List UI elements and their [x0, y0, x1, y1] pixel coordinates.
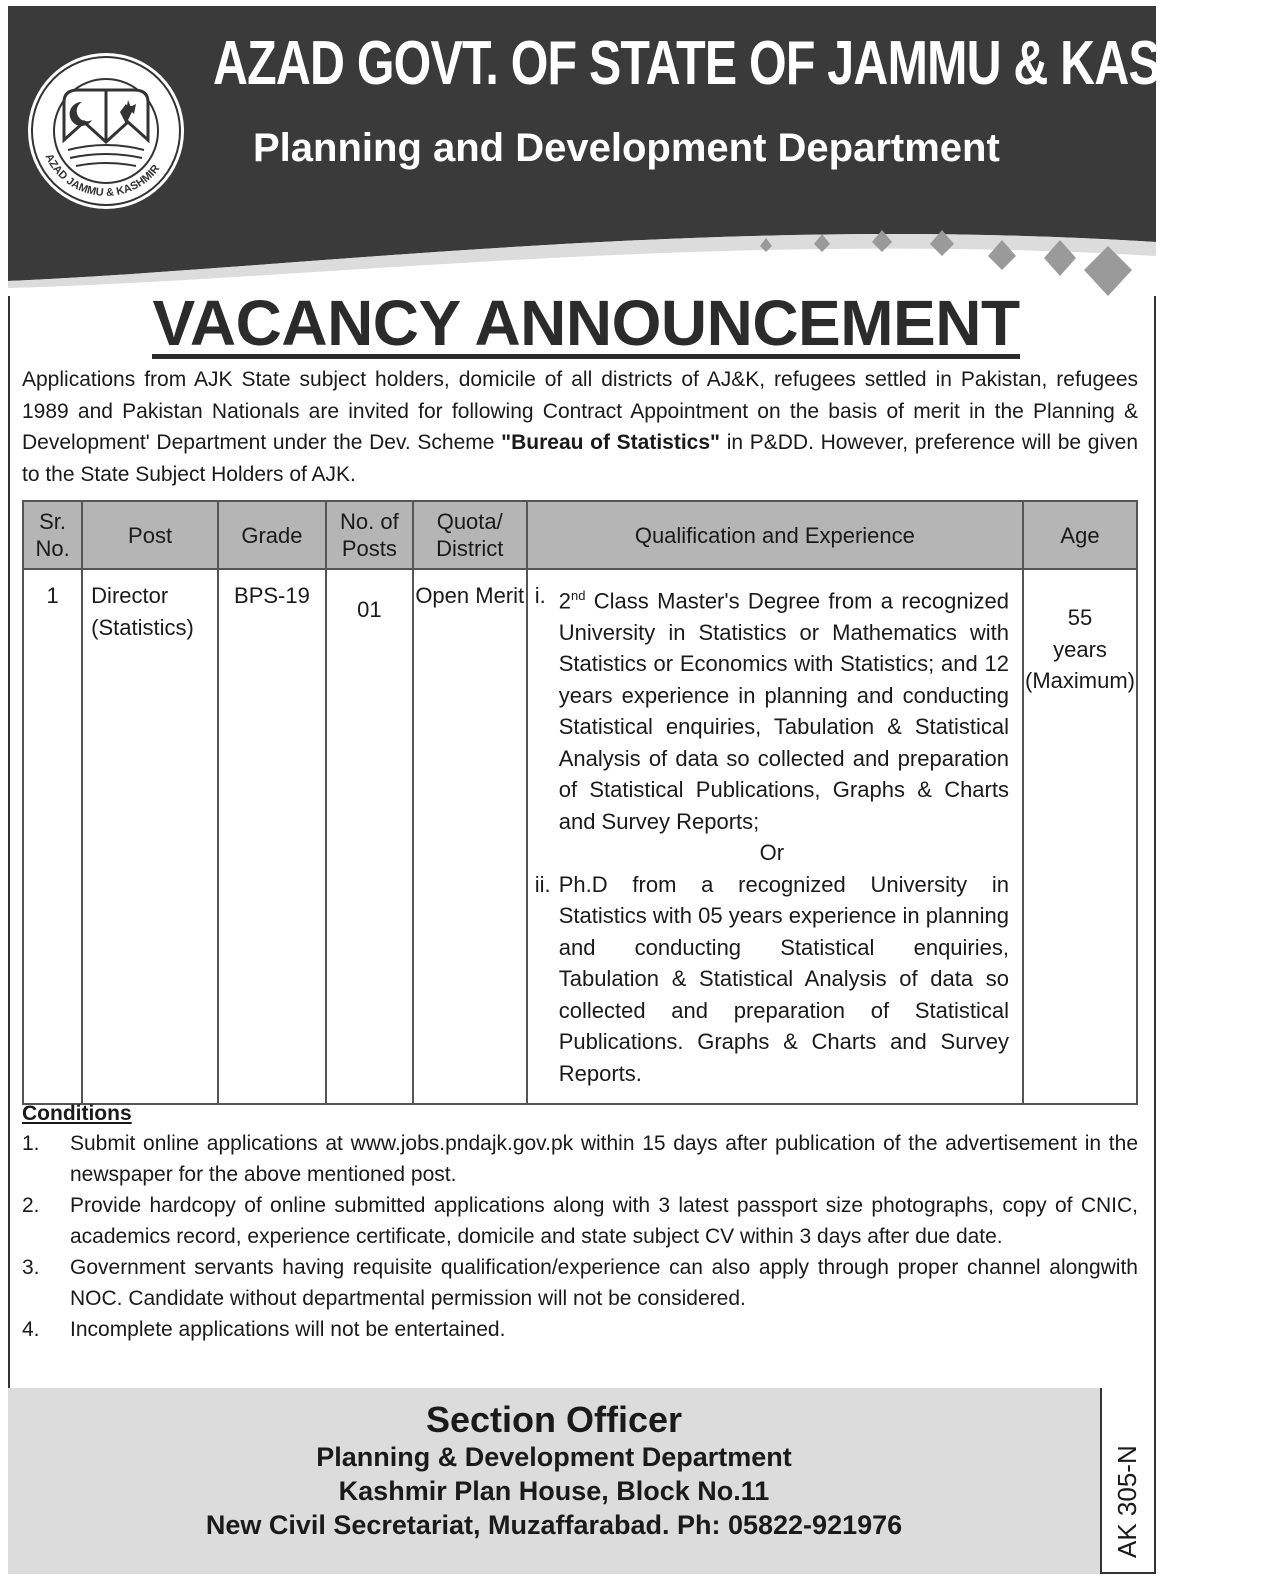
qualification-option-1: i. 2nd Class Master's Degree from a recognized University in Statistics or Mathematics with Statistics or Economics with Statistics; and 12 years experience in planning and conducting Statistical enquiries, Tabulation & Statistical Analysis of data so collected and preparation of Statistical Publications, Graphs & Charts and Survey Reports; — [534, 583, 1009, 834]
vacancy-table — [22, 500, 1138, 1105]
col-post: Post — [82, 501, 218, 569]
cell-sr: 1 — [23, 569, 82, 1104]
table-header-row — [23, 501, 1137, 569]
col-grade: Grade — [218, 501, 326, 569]
qualification-or: Or — [759, 840, 785, 866]
cell-quota: Open Merit — [413, 569, 527, 1104]
col-sr-no: Sr. No. — [23, 501, 82, 569]
conditions-section — [22, 1100, 1138, 1345]
cell-posts: 01 — [326, 569, 413, 1104]
cell-post: Director (Statistics) — [82, 569, 218, 1104]
condition-item: 4. Incomplete applications will not be entertained. — [22, 1318, 506, 1341]
ajk-emblem-icon — [20, 50, 192, 212]
conditions-heading: Conditions — [22, 1102, 132, 1125]
table-row — [23, 569, 1137, 1104]
announcement-title: VACANCY ANNOUNCEMENT — [152, 287, 1020, 359]
officer-title: Section Officer — [425, 1399, 683, 1440]
col-age: Age — [1023, 501, 1137, 569]
col-no-of-posts: No. of Posts — [326, 501, 413, 569]
department-name: Planning & Development Department — [316, 1442, 792, 1472]
header-banner — [8, 6, 1280, 296]
condition-item: 3. Government servants having requisite qualification/experience can also apply through proper channel alongwith NOC. Candidate without departmental permission will not be considered. — [22, 1256, 1138, 1310]
col-quota: Quota/ District — [413, 501, 527, 569]
footer-contact — [8, 1388, 1100, 1574]
department-subtitle: Planning and Development Department — [253, 126, 1000, 170]
department-title: AZAD GOVT. OF STATE OF JAMMU & KASHMIR — [213, 29, 1280, 98]
address-line-1: Kashmir Plan House, Block No.11 — [338, 1476, 770, 1506]
condition-item: 1. Submit online applications at www.jobs.pndajk.gov.pk within 15 days after publication of the advertisement in the newspaper for the above mentioned post. — [22, 1132, 1138, 1186]
scheme-name: "Bureau of Statistics" — [501, 431, 720, 454]
logo-text: AZAD JAMMU & KASHMIR — [42, 151, 163, 199]
col-qualification: Qualification and Experience — [527, 501, 1023, 569]
qualification-option-2: ii. Ph.D from a recognized University in Statistics with 05 years experience in planning and conducting Statistical enquiries, Tabulation & Statistical Analysis of data so collected and preparation of Statistical Publications. Graphs & Charts and Survey Reports. — [534, 871, 1009, 1086]
condition-item: 2. Provide hardcopy of online submitted applications along with 3 latest passport size photographs, copy of CNIC, academics record, experience certificate, domicile and state subject CV within 3 days after due date. — [22, 1194, 1138, 1248]
intro-paragraph: Applications from AJK State subject holders, domicile of all districts of AJ&K, refugees settled in Pakistan, refugees 1989 and Pakistan Nationals are invited for following Contract Appointment on the basis of merit in the Planning & Development' Department under the Dev. Scheme "Bureau of Statistics" in P&DD. However, preference will be given to the State Subject Holders of AJK. — [22, 368, 1138, 486]
cell-grade: BPS-19 — [218, 569, 326, 1104]
address-line-2: New Civil Secretariat, Muzaffarabad. Ph: 05822-921976 — [205, 1510, 903, 1540]
cell-qualification — [527, 569, 1023, 1104]
reference-code: AK 305-N — [1112, 1445, 1142, 1558]
cell-age: 55 years (Maximum) — [1023, 569, 1137, 1104]
